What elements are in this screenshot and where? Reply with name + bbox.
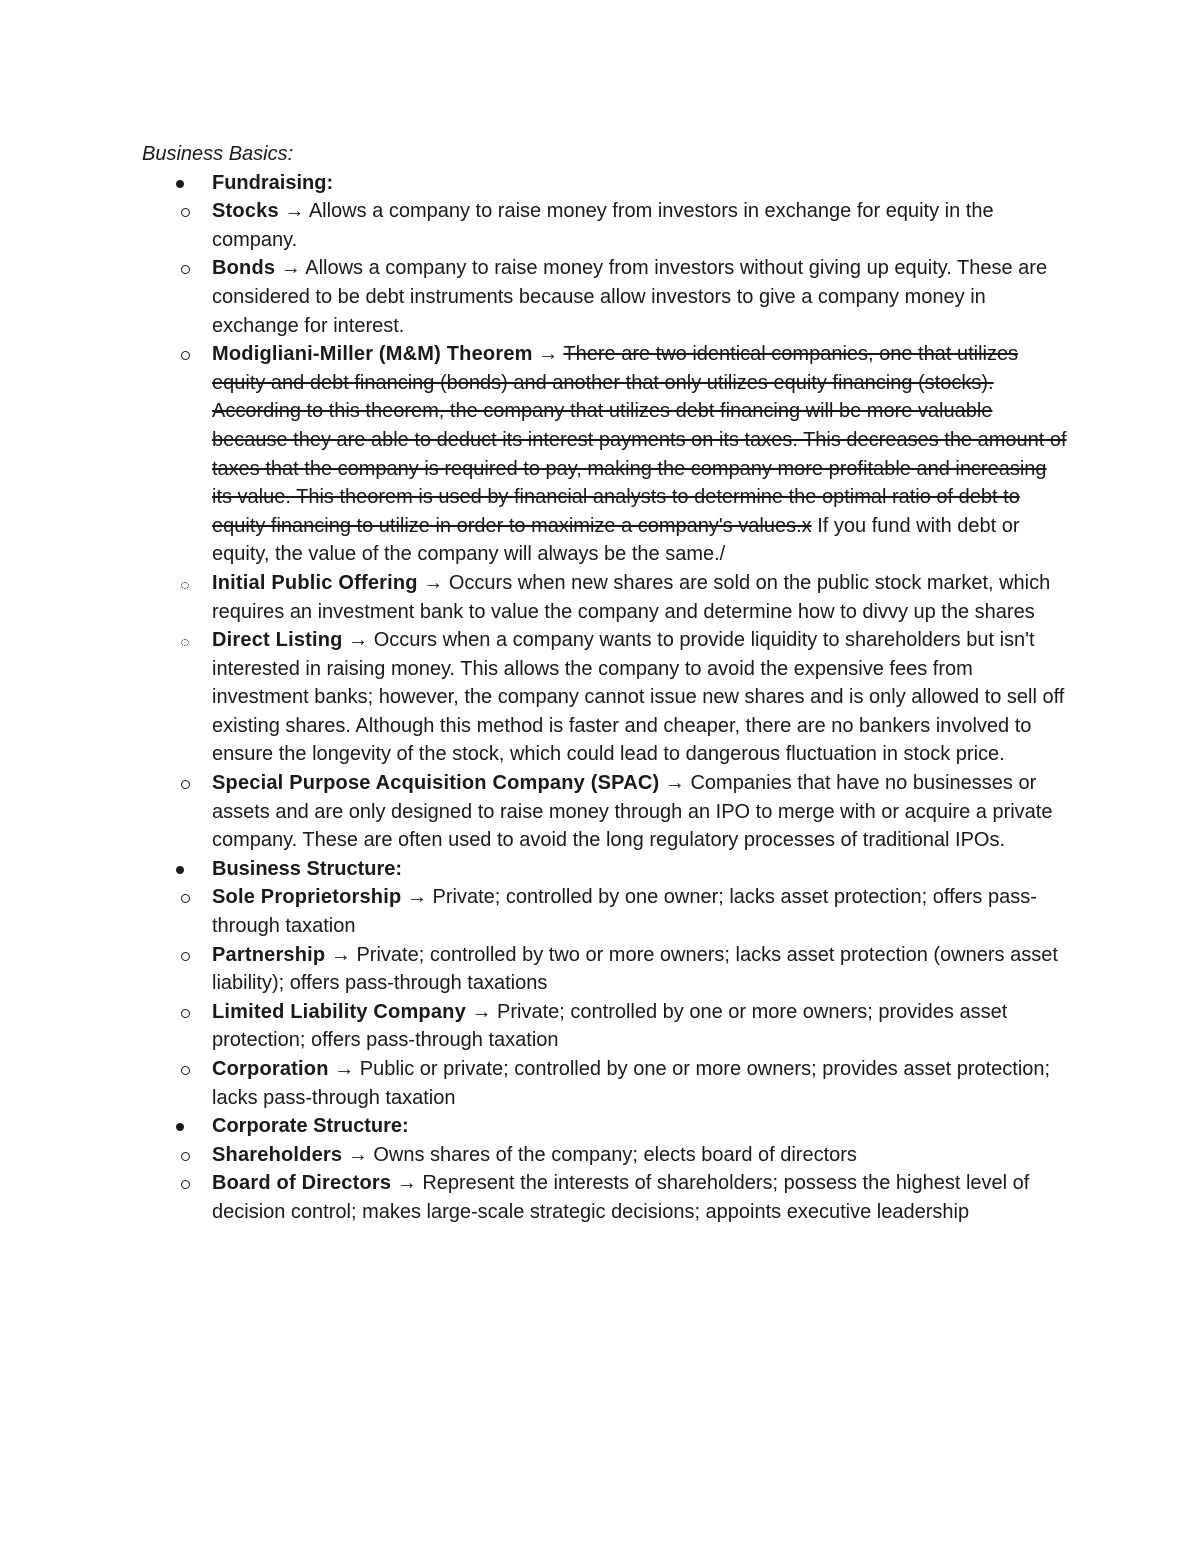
hollow-bullet-icon bbox=[181, 208, 190, 217]
list-item-bonds bbox=[142, 254, 1072, 340]
item-term: Modigliani-Miller (M&M) Theorem bbox=[212, 343, 533, 366]
arrow-icon: → bbox=[342, 1143, 374, 1166]
item-term: Sole Proprietorship bbox=[212, 886, 402, 909]
section-heading: Corporate Structure: bbox=[212, 1115, 409, 1138]
item-description: Private; controlled by two or more owners; lacks asset protection (owners asset liability); offers pass-through taxations bbox=[212, 943, 1058, 995]
list-item-mm-theorem bbox=[142, 340, 1072, 569]
arrow-icon: → bbox=[328, 1058, 360, 1080]
item-term: Shareholders bbox=[212, 1143, 343, 1166]
item-description: If you fund with debt or equity, the value of the company will always be the same./ bbox=[212, 514, 1020, 566]
item-list bbox=[142, 197, 1072, 855]
item-term: Partnership bbox=[212, 943, 326, 966]
arrow-icon: → bbox=[532, 343, 564, 366]
hollow-bullet-icon bbox=[181, 1066, 190, 1075]
list-item-board-of-directors bbox=[142, 1169, 1072, 1226]
section-corporate-structure bbox=[142, 1112, 1072, 1226]
item-term: Limited Liability Company bbox=[212, 1000, 466, 1023]
arrow-icon: → bbox=[325, 943, 357, 966]
filled-bullet-icon bbox=[176, 866, 184, 874]
item-description: Public or private; controlled by one or more owners; provides asset protection; lacks pass-through taxation bbox=[212, 1058, 1051, 1109]
hollow-bullet-icon bbox=[181, 582, 189, 589]
item-list bbox=[142, 1141, 1072, 1227]
list-item-ipo bbox=[142, 569, 1072, 626]
struck-description: There are two identical companies, one that utilizes equity and debt financing (bonds) and another that only utilizes equity financing (stocks). According to this theorem, the company that utilizes debt financing will be more valuable because they are able to deduct its interest payments on its taxes. This decreases the amount of taxes that the company is required to pay, making the company more profitable and increasing its value. This theorem is used by financial analysts to determine the optimal ratio of debt to equity financing to utilize in order to maximize a company's values.x bbox=[212, 343, 1067, 537]
section-list bbox=[142, 169, 1072, 1227]
arrow-icon: → bbox=[401, 886, 433, 909]
list-item-spac bbox=[142, 769, 1072, 855]
item-description: Private; controlled by one or more owners; provides asset protection; offers pass-through taxation bbox=[212, 1000, 1008, 1052]
arrow-icon: → bbox=[342, 629, 374, 652]
hollow-bullet-icon bbox=[181, 639, 189, 646]
document-title: Business Basics: bbox=[142, 143, 294, 165]
list-item-shareholders bbox=[142, 1141, 1072, 1170]
item-description: Occurs when new shares are sold on the public stock market, which requires an investment bank to value the company and determine how to divvy up the shares bbox=[212, 571, 1051, 623]
hollow-bullet-icon bbox=[181, 265, 190, 274]
item-term: Board of Directors bbox=[212, 1172, 392, 1195]
arrow-icon: → bbox=[391, 1172, 423, 1195]
filled-bullet-icon bbox=[176, 180, 184, 188]
item-description: Owns shares of the company; elects board of directors bbox=[373, 1143, 857, 1166]
list-item-llc bbox=[142, 998, 1072, 1055]
item-description: Allows a company to raise money from investors in exchange for equity in the company. bbox=[212, 200, 994, 251]
item-term: Stocks bbox=[212, 200, 279, 223]
section-fundraising bbox=[142, 169, 1072, 855]
hollow-bullet-icon bbox=[181, 894, 190, 903]
hollow-bullet-icon bbox=[181, 1152, 190, 1161]
list-item-sole-proprietorship bbox=[142, 883, 1072, 940]
item-description: Allows a company to raise money from investors without giving up equity. These are considered to be debt instruments because allow investors to give a company money in exchange for interest. bbox=[212, 257, 1048, 337]
item-term: Initial Public Offering bbox=[212, 571, 418, 594]
item-term: Corporation bbox=[212, 1058, 329, 1080]
arrow-icon: → bbox=[659, 772, 691, 795]
document-page bbox=[142, 140, 1072, 1227]
list-item-corporation bbox=[142, 1055, 1072, 1112]
arrow-icon: → bbox=[278, 200, 309, 223]
section-heading: Business Structure: bbox=[212, 857, 403, 880]
section-heading: Fundraising: bbox=[212, 171, 334, 194]
list-item-direct-listing bbox=[142, 626, 1072, 769]
hollow-bullet-icon bbox=[181, 952, 190, 961]
hollow-bullet-icon bbox=[181, 1180, 190, 1189]
item-term: Bonds bbox=[212, 257, 276, 280]
arrow-icon: → bbox=[275, 257, 306, 280]
hollow-bullet-icon bbox=[181, 1009, 190, 1018]
section-business-structure bbox=[142, 855, 1072, 1112]
arrow-icon: → bbox=[417, 571, 449, 594]
item-description: Occurs when a company wants to provide liquidity to shareholders but isn't interested in raising money. This allows the company to avoid the expensive fees from investment banks; however, the company cannot issue new shares and is only allowed to sell off existing shares. Although this method is faster and cheaper, there are no bankers involved to ensure the longevity of the stock, which could lead to dangerous fluctuation in stock price. bbox=[212, 629, 1065, 766]
hollow-bullet-icon bbox=[181, 780, 190, 789]
hollow-bullet-icon bbox=[181, 351, 190, 360]
filled-bullet-icon bbox=[176, 1123, 184, 1131]
arrow-icon: → bbox=[465, 1000, 498, 1023]
item-term: Special Purpose Acquisition Company (SPAC) bbox=[212, 772, 660, 795]
list-item-partnership bbox=[142, 941, 1072, 998]
item-description: Private; controlled by one owner; lacks asset protection; offers pass-through taxation bbox=[212, 886, 1037, 938]
item-description: Represent the interests of shareholders; possess the highest level of decision control; makes large-scale strategic decisions; appoints executive leadership bbox=[212, 1172, 1030, 1223]
item-description: Companies that have no businesses or assets and are only designed to raise money through an IPO to merge with or acquire a private company. These are often used to avoid the long regulatory processes of traditional IPOs. bbox=[212, 772, 1053, 852]
item-list bbox=[142, 883, 1072, 1112]
list-item-stocks bbox=[142, 197, 1072, 254]
item-term: Direct Listing bbox=[212, 629, 343, 652]
